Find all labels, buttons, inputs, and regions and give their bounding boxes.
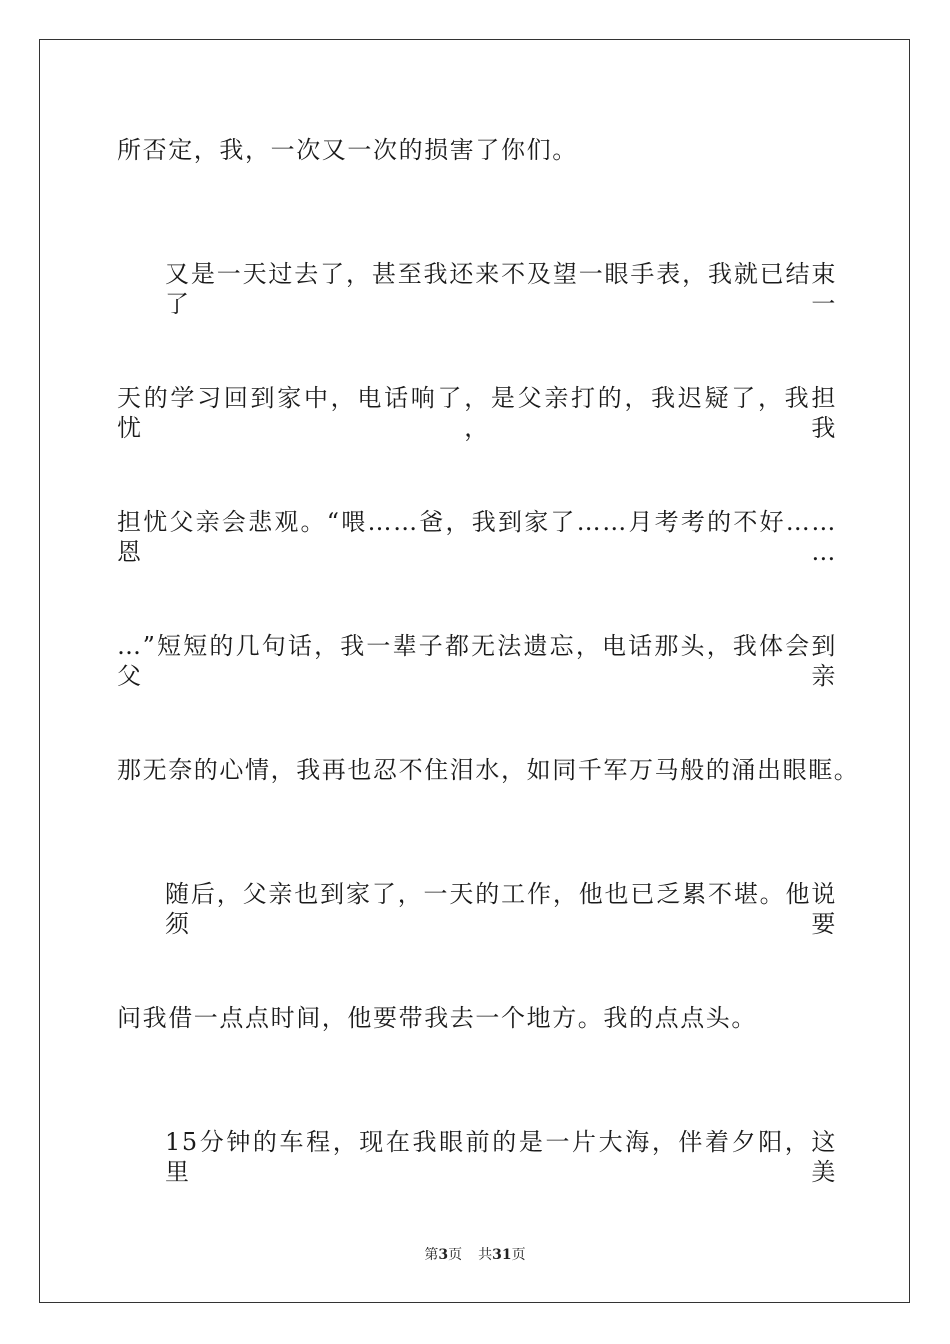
page-indicator: 第3页 [424,1247,463,1263]
text-line-9: 15分钟的车程，现在我眼前的是一片大海，伴着夕阳，这里美 [165,1128,837,1186]
text-line-6: 那无奈的心情，我再也忍不住泪水，如同千军万马般的涌出眼眶。 [117,756,860,784]
text-line-8: 问我借一点点时间，他要带我去一个地方。我的点点头。 [117,1004,757,1032]
text-line-5: …”短短的几句话，我一辈子都无法遗忘，电话那头，我体会到父亲 [117,632,837,690]
text-line-1: 所否定，我，一次又一次的损害了你们。 [117,136,578,164]
page-number: 3 [438,1247,449,1263]
text-line-4: 担忧父亲会悲观。“喂……爸，我到家了……月考考的不好……恩… [117,508,837,566]
text-line-2: 又是一天过去了，甚至我还来不及望一眼手表，我就已结束了一 [165,260,837,318]
total-pages-indicator: 共31页 [478,1247,526,1263]
page-footer [0,1246,950,1264]
text-line-7: 随后，父亲也到家了，一天的工作，他也已乏累不堪。他说须要 [165,880,837,938]
total-pages: 31 [492,1247,512,1263]
text-line-3: 天的学习回到家中，电话响了，是父亲打的，我迟疑了，我担忧，我 [117,384,837,442]
